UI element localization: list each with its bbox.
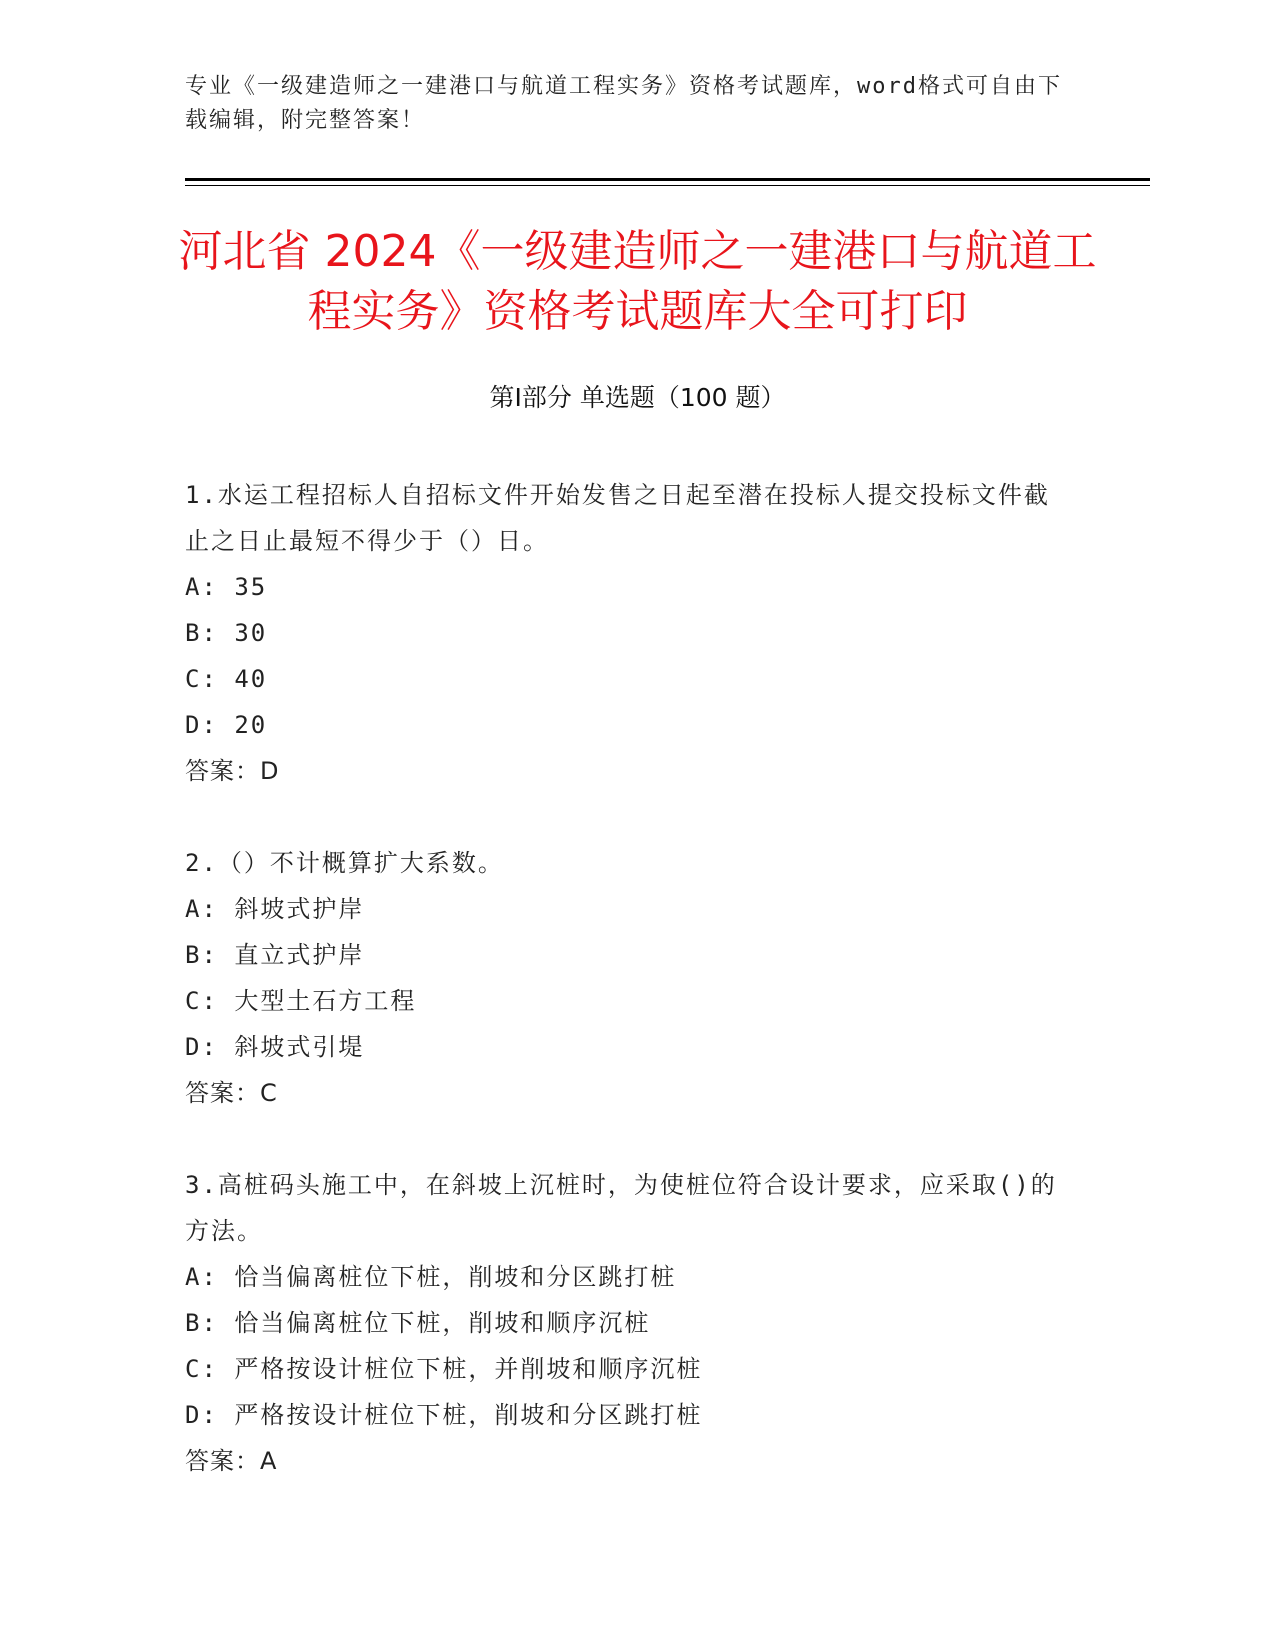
option-c: C: 大型土石方工程 [185,987,417,1015]
option-a: A: 斜坡式护岸 [185,895,365,923]
question-2 [185,840,1065,1116]
page-title: 河北省 2024《一级建造师之一建港口与航道工程实务》资格考试题库大全可打印 [178,226,1097,337]
option-c: C: 严格按设计桩位下桩，并削坡和顺序沉桩 [185,1355,703,1383]
option-d: D: 20 [185,711,268,739]
option-c: C: 40 [185,665,268,693]
section-heading: 第Ⅰ部分 单选题（100 题） [489,383,786,412]
option-d: D: 斜坡式引堤 [185,1033,365,1061]
question-text: 3.高桩码头施工中，在斜坡上沉桩时，为使桩位符合设计要求，应采取()的方法。 [185,1171,1057,1245]
answer: 答案：A [185,1447,278,1475]
question-text: 2.（）不计概算扩大系数。 [185,849,504,877]
answer: 答案：C [185,1079,278,1107]
question-list [185,472,1065,1530]
header-text: 专业《一级建造师之一建港口与航道工程实务》资格考试题库，word格式可自由下载编辑，附完整答案！ [185,74,1062,133]
option-d: D: 严格按设计桩位下桩，削坡和分区跳打桩 [185,1401,703,1429]
option-a: A: 恰当偏离桩位下桩，削坡和分区跳打桩 [185,1263,677,1291]
answer: 答案：D [185,757,280,785]
option-b: B: 30 [185,619,268,647]
question-text: 1.水运工程招标人自招标文件开始发售之日起至潜在投标人提交投标文件截止之日止最短不得少于（）日。 [185,481,1050,555]
header-divider-thin [185,185,1150,186]
option-b: B: 直立式护岸 [185,941,365,969]
header-divider-thick [185,178,1150,181]
question-3 [185,1162,1065,1484]
option-b: B: 恰当偏离桩位下桩，削坡和顺序沉桩 [185,1309,651,1337]
document-header [185,70,1065,138]
question-1 [185,472,1065,794]
option-a: A: 35 [185,573,268,601]
